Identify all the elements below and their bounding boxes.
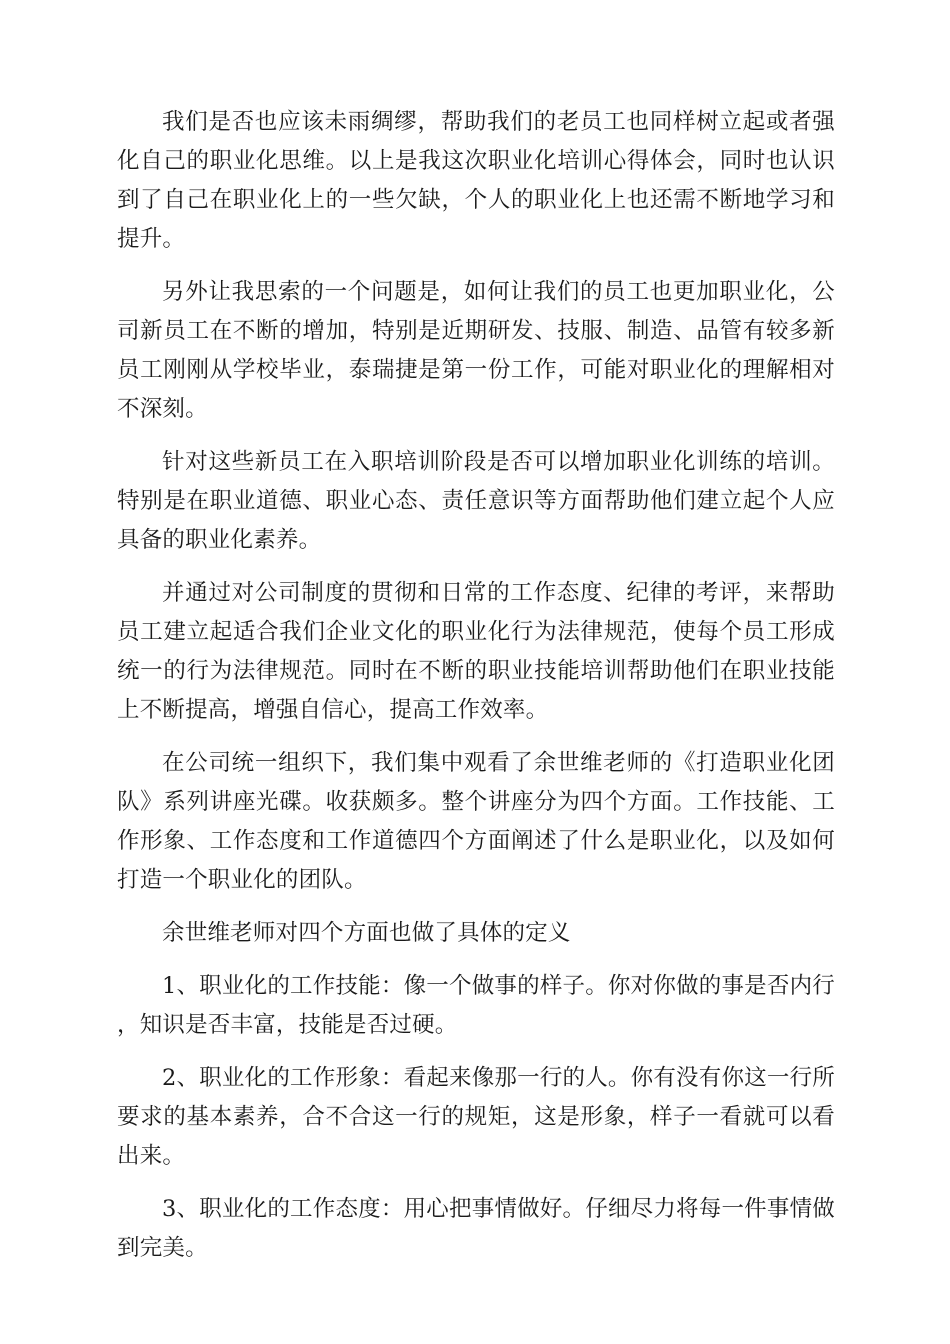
list-item-1: 1、职业化的工作技能：像一个做事的样子。你对你做的事是否内行，知识是否丰富，技能是否过硬。 — [117, 973, 835, 1038]
list-item-2: 2、职业化的工作形象：看起来像那一行的人。你有没有你这一行所要求的基本素养，合不合这一行的规矩，这是形象，样子一看就可以看出来。 — [117, 1065, 835, 1169]
list-item-3: 3、职业化的工作态度：用心把事情做好。仔细尽力将每一件事情做到完美。 — [117, 1196, 835, 1261]
paragraph-1: 我们是否也应该未雨绸缪，帮助我们的老员工也同样树立起或者强化自己的职业化思维。以上是我这次职业化培训心得体会，同时也认识到了自己在职业化上的一些欠缺，个人的职业化上也还需不断地学习和提升。 — [117, 109, 835, 252]
paragraph-3: 针对这些新员工在入职培训阶段是否可以增加职业化训练的培训。特别是在职业道德、职业心态、责任意识等方面帮助他们建立起个人应具备的职业化素养。 — [117, 449, 835, 553]
paragraph-2: 另外让我思索的一个问题是，如何让我们的员工也更加职业化，公司新员工在不断的增加，特别是近期研发、技服、制造、品管有较多新员工刚刚从学校毕业，泰瑞捷是第一份工作，可能对职业化的理解相对不深刻。 — [117, 279, 835, 422]
paragraph-5: 在公司统一组织下，我们集中观看了余世维老师的《打造职业化团队》系列讲座光碟。收获颇多。整个讲座分为四个方面。工作技能、工作形象、工作态度和工作道德四个方面阐述了什么是职业化，以及如何打造一个职业化的团队。 — [117, 750, 835, 893]
paragraph-4: 并通过对公司制度的贯彻和日常的工作态度、纪律的考评，来帮助员工建立起适合我们企业文化的职业化行为法律规范，使每个员工形成统一的行为法律规范。同时在不断的职业技能培训帮助他们在职业技能上不断提高，增强自信心，提高工作效率。 — [117, 580, 835, 723]
paragraph-6: 余世维老师对四个方面也做了具体的定义 — [162, 920, 571, 946]
document-body — [117, 103, 835, 1282]
